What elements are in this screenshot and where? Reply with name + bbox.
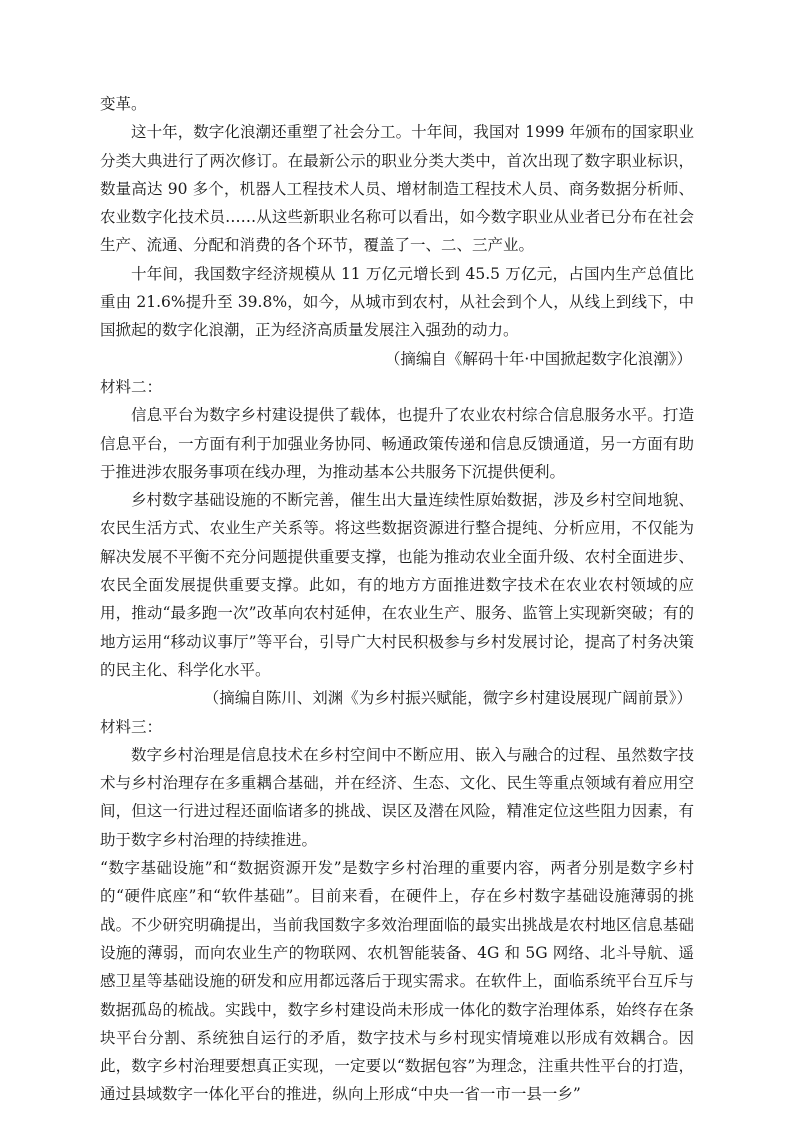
section-heading-material-2: 材料二：: [100, 377, 163, 396]
section-heading-material-3: 材料三：: [100, 717, 163, 736]
paragraph-social-division: 这十年，数字化浪潮还重塑了社会分工。十年间，我国对 1999 年颁布的国家职业分类大典进行了两次修订。在最新公示的职业分类大类中，首次出现了数字职业标识，数量高达 90 多个，机器人工程技术人员、增材制造工程技术人员、商务数据分析师、农业数字化技术员……从这些新职业名称可以看出，如今数字职业从业者已分布在社会生产、流通、分配和消费的各个环节，覆盖了一、二、三产业。: [100, 123, 694, 255]
paragraph-rural-infrastructure: 乡村数字基础设施的不断完善，催生出大量连续性原始数据，涉及乡村空间地貌、农民生活方式、农业生产关系等。将这些数据资源进行整合提纯、分析应用，不仅能为解决发展不平衡不充分问题提供重要支撑，也能为推动农业全面升级、农村全面进步、农民全面发展提供重要支撑。此如，有的地方方面推进数字技术在农业农村领域的应用，推动“最多跑一次”改革向农村延伸，在农业生产、服务、监管上实现新突破；有的地方运用“移动议事厅”等平台，引导广大村民积极参与乡村发展讨论，提高了村务决策的民主化、科学化水平。: [100, 491, 694, 679]
document-body: [100, 90, 694, 1109]
paragraph-information-platform: 信息平台为数字乡村建设提供了载体，也提升了农业农村综合信息服务水平。打造信息平台，一方面有利于加强业务协同、畅通政策传递和信息反馈通道，另一方面有助于推进涉农服务事项在线办理，为推动基本公共服务下沉提供便利。: [100, 406, 694, 481]
paragraph-opening-fragment: 变革。: [100, 95, 147, 113]
source-citation-1: （摘编自《解码十年·中国掀起数字化浪潮》）: [384, 349, 692, 368]
paragraph-infrastructure-and-data: “数字基础设施”和“数据资源开发”是数字乡村治理的重要内容，两者分别是数字乡村的“硬件底座”和“软件基础”。目前来看，在硬件上，存在乡村数字基础设施薄弱的挑战。不少研究明确提出，当前我国数字多效治理面临的最实出挑战是农村地区信息基础设施的薄弱，而向农业生产的物联网、农机智能装备、4G 和 5G 网络、北斗导航、遥感卫星等基础设施的研发和应用都远落后于现实需求。在软件上，面临系统平台互斥与数据孤岛的梳战。实践中，数字乡村建设尚未形成一体化的数字治理体系，始终存在条块平台分割、系统独自运行的矛盾，数字技术与乡村现实情境难以形成有效耦合。因此，数字乡村治理要想真正实现，一定要以“数据包容”为理念，注重共性平台的打造，通过县域数字一体化平台的推进，纵向上形成“中央一省一市一县一乡”: [100, 859, 694, 1104]
paragraph-digital-economy-scale: 十年间，我国数字经济规模从 11 万亿元增长到 45.5 万亿元，占国内生产总值比重由 21.6%提升至 39.8%，如今，从城市到农村，从社会到个人，从线上到线下，中国掀起的数字化浪潮，正为经济高质量发展注入强劲的动力。: [100, 264, 694, 340]
source-citation-2: （摘编自陈川、刘渊《为乡村振兴赋能，微字乡村建设展现广阔前景》）: [203, 689, 692, 708]
paragraph-rural-governance: 数字乡村治理是信息技术在乡村空间中不断应用、嵌入与融合的过程、虽然数字技术与乡村治理存在多重耦合基础，并在经济、生态、文化、民生等重点领域有着应用空间，但这一行进过程还面临诸多的挑战、误区及潜在风险，精准定位这些阻力因素，有助于数字乡村治理的持续推进。: [100, 745, 694, 849]
